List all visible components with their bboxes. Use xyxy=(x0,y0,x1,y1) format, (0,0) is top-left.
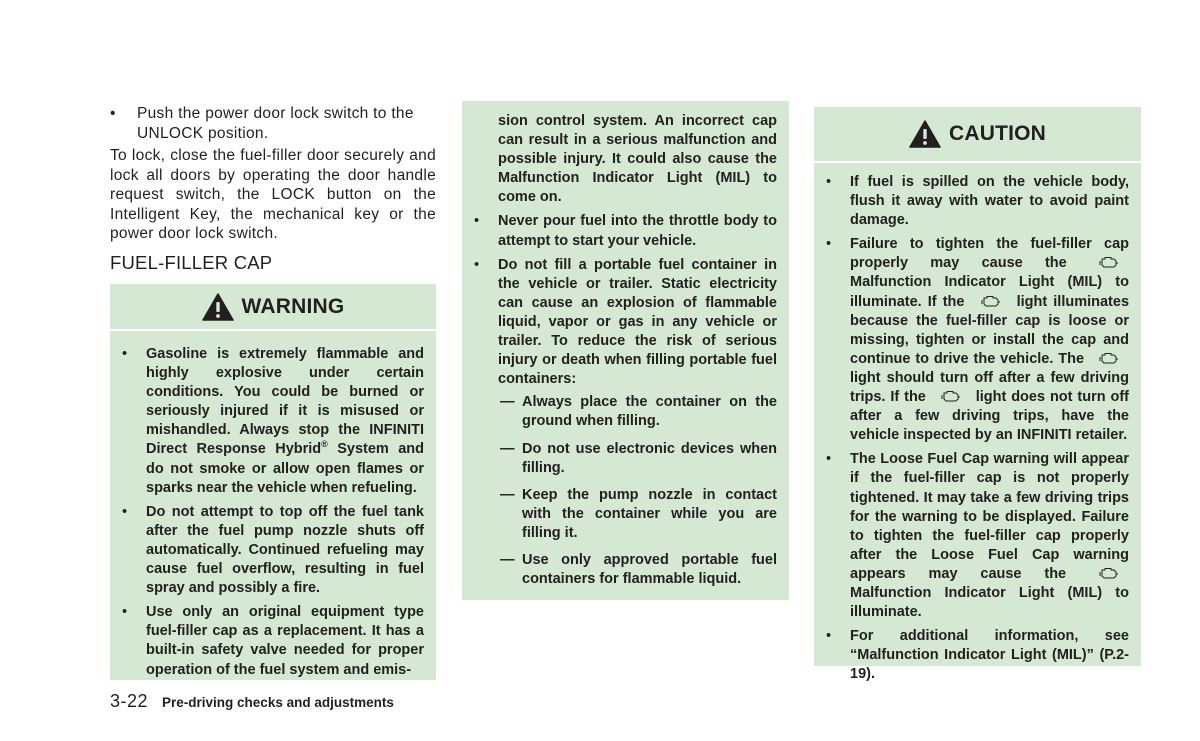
dash-item-text: Do not use electronic devices when filling. xyxy=(522,440,777,476)
caution-item-text: Malfunction Indicator Light (MIL) to illuminate. If the xyxy=(850,274,1129,310)
dash-item-text: Keep the pump nozzle in contact with the container while you are filling it. xyxy=(522,486,777,541)
section-name: Pre-driving checks and adjustments xyxy=(162,695,394,710)
caution-header xyxy=(814,107,1141,163)
dash-item-text: Always place the container on the ground when filling. xyxy=(522,394,777,430)
engine-check-icon xyxy=(1099,567,1119,579)
bullet-icon: • xyxy=(826,628,832,645)
warning-item-text: Use only an original equipment type fuel-filler cap as a replacement. It has a built-in safety valve needed for proper operation of the fuel system and emis- xyxy=(146,604,424,678)
bullet-icon: • xyxy=(110,105,116,122)
registered-mark: ® xyxy=(321,439,328,450)
dash-item xyxy=(498,486,777,543)
intro-bullet-text: Push the power door lock switch to the UNLOCK position. xyxy=(137,105,414,142)
dash-icon: — xyxy=(500,440,515,457)
bullet-icon: • xyxy=(122,503,128,520)
bullet-icon: • xyxy=(474,213,480,230)
warning-item-text: System and do not smoke or allow open flames or sparks near the vehicle when refueling. xyxy=(146,441,424,496)
dash-item xyxy=(498,551,777,589)
warning-item xyxy=(110,603,424,679)
dash-item xyxy=(498,440,777,478)
warning-item xyxy=(462,212,777,250)
bullet-icon: • xyxy=(826,451,832,468)
engine-check-icon xyxy=(1099,256,1119,268)
engine-check-icon xyxy=(981,295,1001,307)
intro-section xyxy=(110,104,436,244)
intro-bullet xyxy=(110,104,436,143)
warning-item-text: Do not attempt to top off the fuel tank after the fuel pump nozzle shuts off automatically. Continued refueling may cause fuel overflow, resulting in fuel spray and possibly a fire. xyxy=(146,503,424,597)
warning-title: WARNING xyxy=(241,294,345,318)
continuation-text-body: sion control system. An incorrect cap can result in a serious malfunction and possible injury. It could also cause the Malfunction Indicator Light (MIL) to come on. xyxy=(498,113,777,206)
bullet-icon: • xyxy=(122,346,128,362)
caution-item-text: For additional information, see “Malfunction Indicator Light (MIL)” (P.2-19). xyxy=(850,628,1129,683)
bullet-icon: • xyxy=(826,236,832,253)
warning-list xyxy=(110,331,436,680)
caution-item-text: light should turn off after a few driving trips. If the xyxy=(850,369,1129,406)
warning-item xyxy=(110,503,424,598)
dash-list xyxy=(462,393,789,589)
caution-item-text: light illuminates because the fuel-filler cap is loose or missing, tighten or install the cap and continue to drive the vehicle. The xyxy=(850,293,1130,367)
caution-item-text: Failure to tighten the fuel-filler cap properly may cause the xyxy=(850,236,1129,272)
caution-item xyxy=(814,173,1129,230)
warning-box xyxy=(110,284,436,680)
warning-item xyxy=(110,345,424,498)
warning-item-text: Never pour fuel into the throttle body to attempt to start your vehicle. xyxy=(498,213,777,249)
page-footer xyxy=(110,691,394,712)
caution-box xyxy=(814,107,1141,683)
section-title: FUEL-FILLER CAP xyxy=(110,252,273,273)
dash-item xyxy=(498,393,777,431)
warning-triangle-icon xyxy=(202,293,234,321)
caution-item-text: Malfunction Indicator Light (MIL) to illuminate. xyxy=(850,584,1129,621)
bullet-icon: • xyxy=(122,604,128,621)
warning-item-text: Gasoline is extremely flammable and highly explosive under certain conditions. You could be burned or seriously injured if it is misused or mishandled. Always stop the INFINITI Direct Response Hybrid xyxy=(146,346,424,458)
warning-header xyxy=(110,284,436,331)
bullet-icon: • xyxy=(826,174,832,190)
engine-check-icon xyxy=(941,390,961,402)
intro-paragraph: To lock, close the fuel-filler door securely and lock all doors by operating the door handle request switch, the LOCK button on the Intelligent Key, the mechanical key or the power door lock switch. xyxy=(110,147,436,242)
bullet-icon: • xyxy=(474,256,480,273)
dash-icon: — xyxy=(500,486,515,503)
continuation-text xyxy=(462,112,777,207)
dash-item-text: Use only approved portable fuel containers for flammable liquid. xyxy=(522,551,777,588)
caution-item-text: If fuel is spilled on the vehicle body, flush it away with water to avoid paint damage. xyxy=(850,174,1129,229)
caution-item xyxy=(814,235,1129,445)
caution-list xyxy=(814,163,1141,684)
page-number: 3-22 xyxy=(110,691,149,711)
warning-triangle-icon xyxy=(909,120,941,148)
warning-continuation-box xyxy=(462,101,789,600)
engine-check-icon xyxy=(1099,352,1119,364)
warning-item-text: Do not fill a portable fuel container in the vehicle or trailer. Static electricity can cause an explosion of flammable liquid, vapor or gas in any vehicle or trailer. To reduce the risk of serious injury or death when filling portable fuel containers: xyxy=(498,256,777,388)
caution-item xyxy=(814,450,1129,622)
warning-continuation-list xyxy=(462,101,789,389)
caution-item-text: light does not turn off after a few driving trips, have the vehicle inspected by an INFINITI retailer. xyxy=(850,389,1129,444)
dash-icon: — xyxy=(500,394,515,411)
warning-item xyxy=(462,256,777,390)
caution-item-text: The Loose Fuel Cap warning will appear if the fuel-filler cap is not properly tightened. It may take a few driving trips for the warning to be displayed. Failure to tighten the fuel-filler cap properly after the Loose Fuel Cap warning appears may cause the xyxy=(850,451,1129,582)
caution-item xyxy=(814,627,1129,684)
caution-title: CAUTION xyxy=(948,122,1047,145)
dash-icon: — xyxy=(500,551,515,568)
